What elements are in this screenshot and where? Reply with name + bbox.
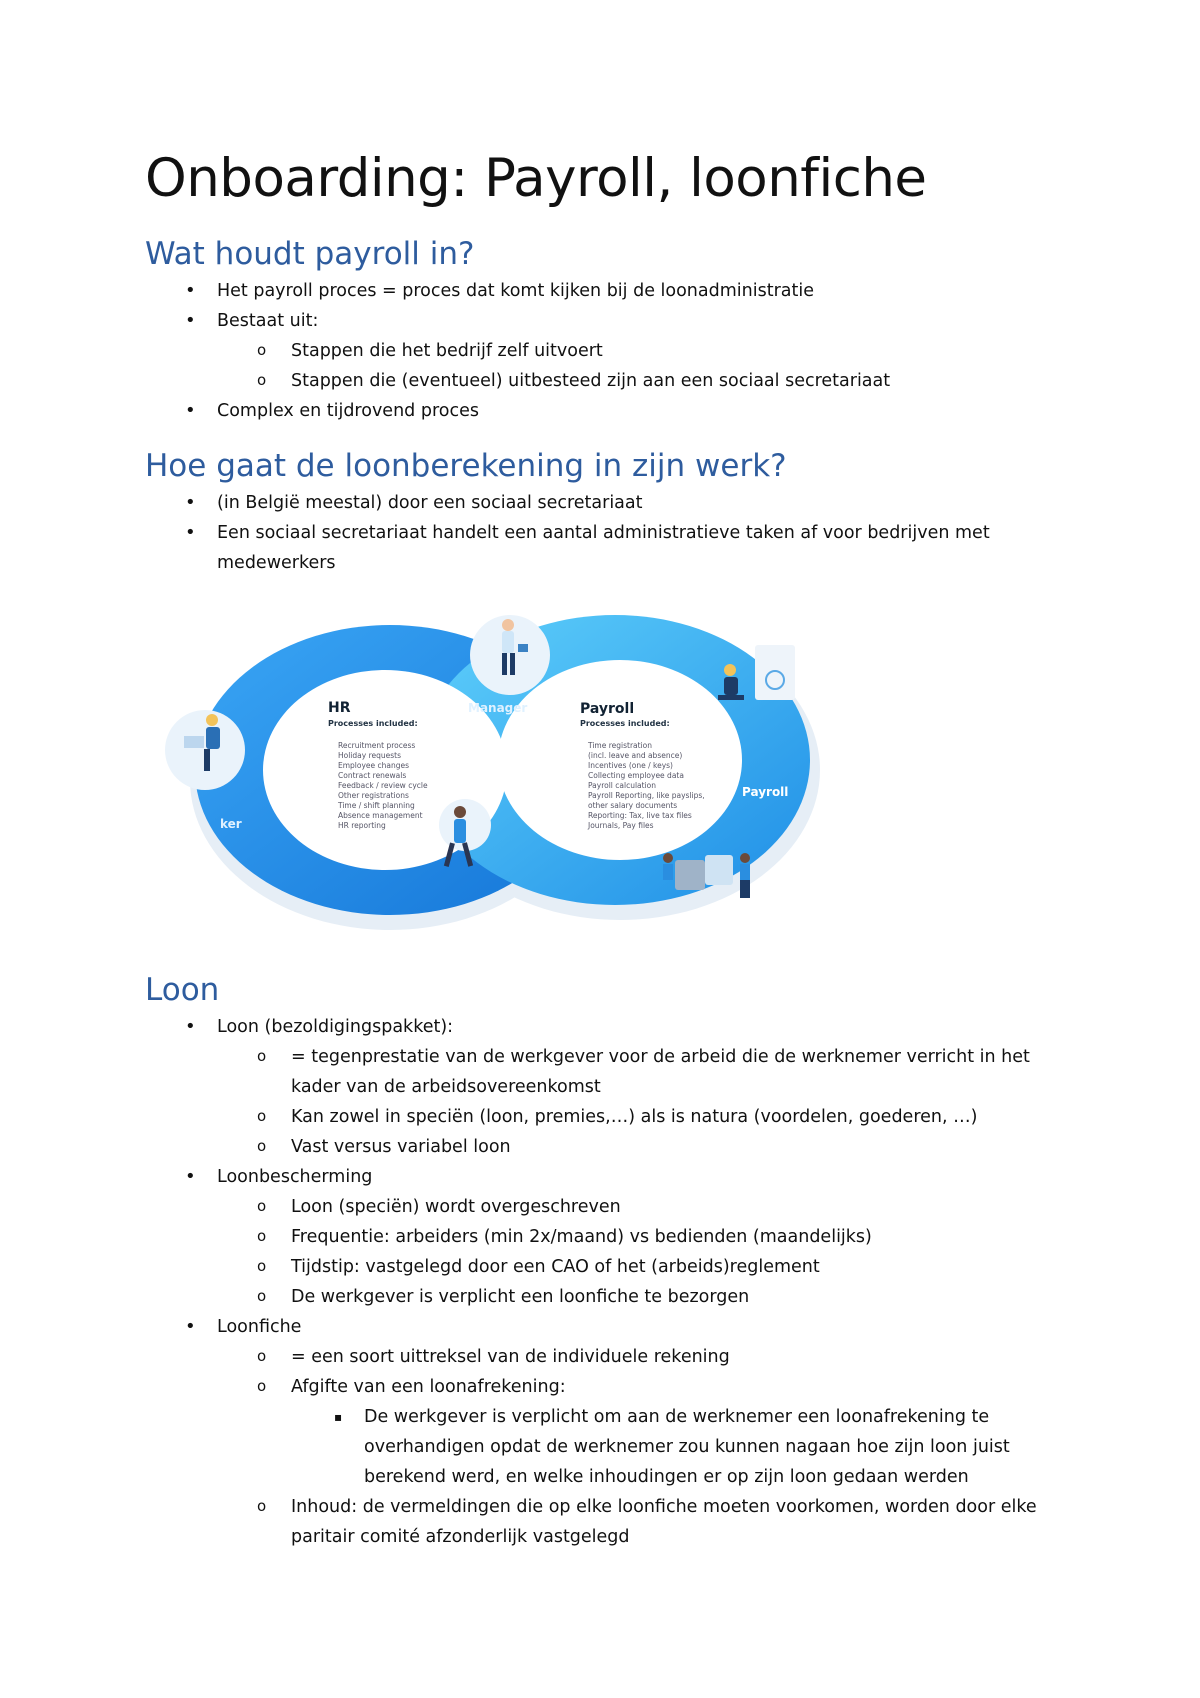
payroll-disc (498, 660, 742, 860)
manager-figure-icon (470, 615, 550, 695)
payroll-list (145, 276, 1055, 426)
list-item: o De werkgever is verplicht een loonfiche te bezorgen (145, 1282, 1055, 1312)
hr-process-item: Other registrations (338, 791, 409, 800)
list-item: o Inhoud: de vermeldingen die op elke loonfiche moeten voorkomen, worden door elke paritair comité afzonderlijk vastgelegd (145, 1492, 1055, 1552)
section-heading-payroll: Wat houdt payroll in? (145, 236, 475, 272)
list-item: • Complex en tijdrovend proces (145, 396, 1055, 426)
payroll-process-item: Time registration (588, 741, 653, 750)
list-item: • (in België meestal) door een sociaal secretariaat (145, 488, 1055, 518)
list-item: o Afgifte van een loonafrekening: (145, 1372, 1055, 1402)
list-item: o Vast versus variabel loon (145, 1132, 1055, 1162)
payroll-process-item: Reporting: Tax, live tax files (588, 811, 692, 820)
section-heading-loonberekening: Hoe gaat de loonberekening in zijn werk? (145, 448, 787, 484)
payroll-process-item: Payroll Reporting, like payslips, (588, 791, 705, 800)
payroll-process-item: Collecting employee data (588, 771, 684, 780)
list-item: • Bestaat uit: (145, 306, 1055, 336)
list-item: • Loon (bezoldigingspakket): (145, 1012, 1055, 1042)
loon-list (145, 1012, 1055, 1552)
payroll-subtitle: Processes included: (580, 719, 670, 728)
list-item: o Stappen die het bedrijf zelf uitvoert (145, 336, 1055, 366)
hr-title: HR (328, 700, 351, 716)
list-item: o Frequentie: arbeiders (min 2x/maand) vs bedienden (maandelijks) (145, 1222, 1055, 1252)
list-item: o = een soort uittreksel van de individuele rekening (145, 1342, 1055, 1372)
list-item: o Kan zowel in speciën (loon, premies,…) als is natura (voordelen, goederen, …) (145, 1102, 1055, 1132)
hr-process-item: Contract renewals (338, 771, 407, 780)
list-item: • Loonfiche (145, 1312, 1055, 1342)
hr-process-item: Feedback / review cycle (338, 781, 428, 790)
employee-label: ker (220, 817, 242, 831)
payroll-process-item: Journals, Pay files (588, 821, 654, 830)
manager-label: Manager (468, 701, 528, 715)
page-title: Onboarding: Payroll, loonfiche (145, 148, 927, 209)
section-heading-loon: Loon (145, 972, 220, 1008)
employee-at-laptop-icon (165, 710, 245, 790)
payroll-process-item: other salary documents (588, 801, 678, 810)
list-item: ▪ De werkgever is verplicht om aan de werknemer een loonafrekening te overhandigen opdat de werknemer zou kunnen nagaan hoe zijn loon juist berekend werd, en welke inhoudingen er op zijn loon gedaan werden (145, 1402, 1055, 1492)
list-item: • Een sociaal secretariaat handelt een aantal administratieve taken af voor bedrijven met medewerkers (145, 518, 1055, 578)
hr-payroll-cycle-figure (160, 600, 840, 940)
payroll-process-item: (incl. leave and absence) (588, 751, 683, 760)
list-item: • Het payroll proces = proces dat komt kijken bij de loonadministratie (145, 276, 1055, 306)
payroll-process-item: Incentives (one / keys) (588, 761, 673, 770)
hr-process-item: Employee changes (338, 761, 410, 770)
hr-subtitle: Processes included: (328, 719, 418, 728)
hr-process-item: Holiday requests (338, 751, 401, 760)
list-item: o Stappen die (eventueel) uitbesteed zijn aan een sociaal secretariaat (145, 366, 1055, 396)
loonberekening-list (145, 488, 1055, 578)
hr-process-item: Absence management (338, 811, 423, 820)
list-item: • Loonbescherming (145, 1162, 1055, 1192)
payroll-process-item: Payroll calculation (588, 781, 657, 790)
infinity-diagram (160, 600, 840, 940)
payroll-title: Payroll (580, 701, 635, 717)
hr-process-item: Time / shift planning (338, 801, 415, 810)
list-item: o Loon (speciën) wordt overgeschreven (145, 1192, 1055, 1222)
hr-process-item: HR reporting (338, 821, 386, 830)
list-item: o Tijdstip: vastgelegd door een CAO of het (arbeids)reglement (145, 1252, 1055, 1282)
list-item: o = tegenprestatie van de werkgever voor de arbeid die de werknemer verricht in het kader van de arbeidsovereenkomst (145, 1042, 1055, 1102)
hr-process-item: Recruitment process (338, 741, 416, 750)
payroll-label: Payroll (742, 785, 789, 799)
